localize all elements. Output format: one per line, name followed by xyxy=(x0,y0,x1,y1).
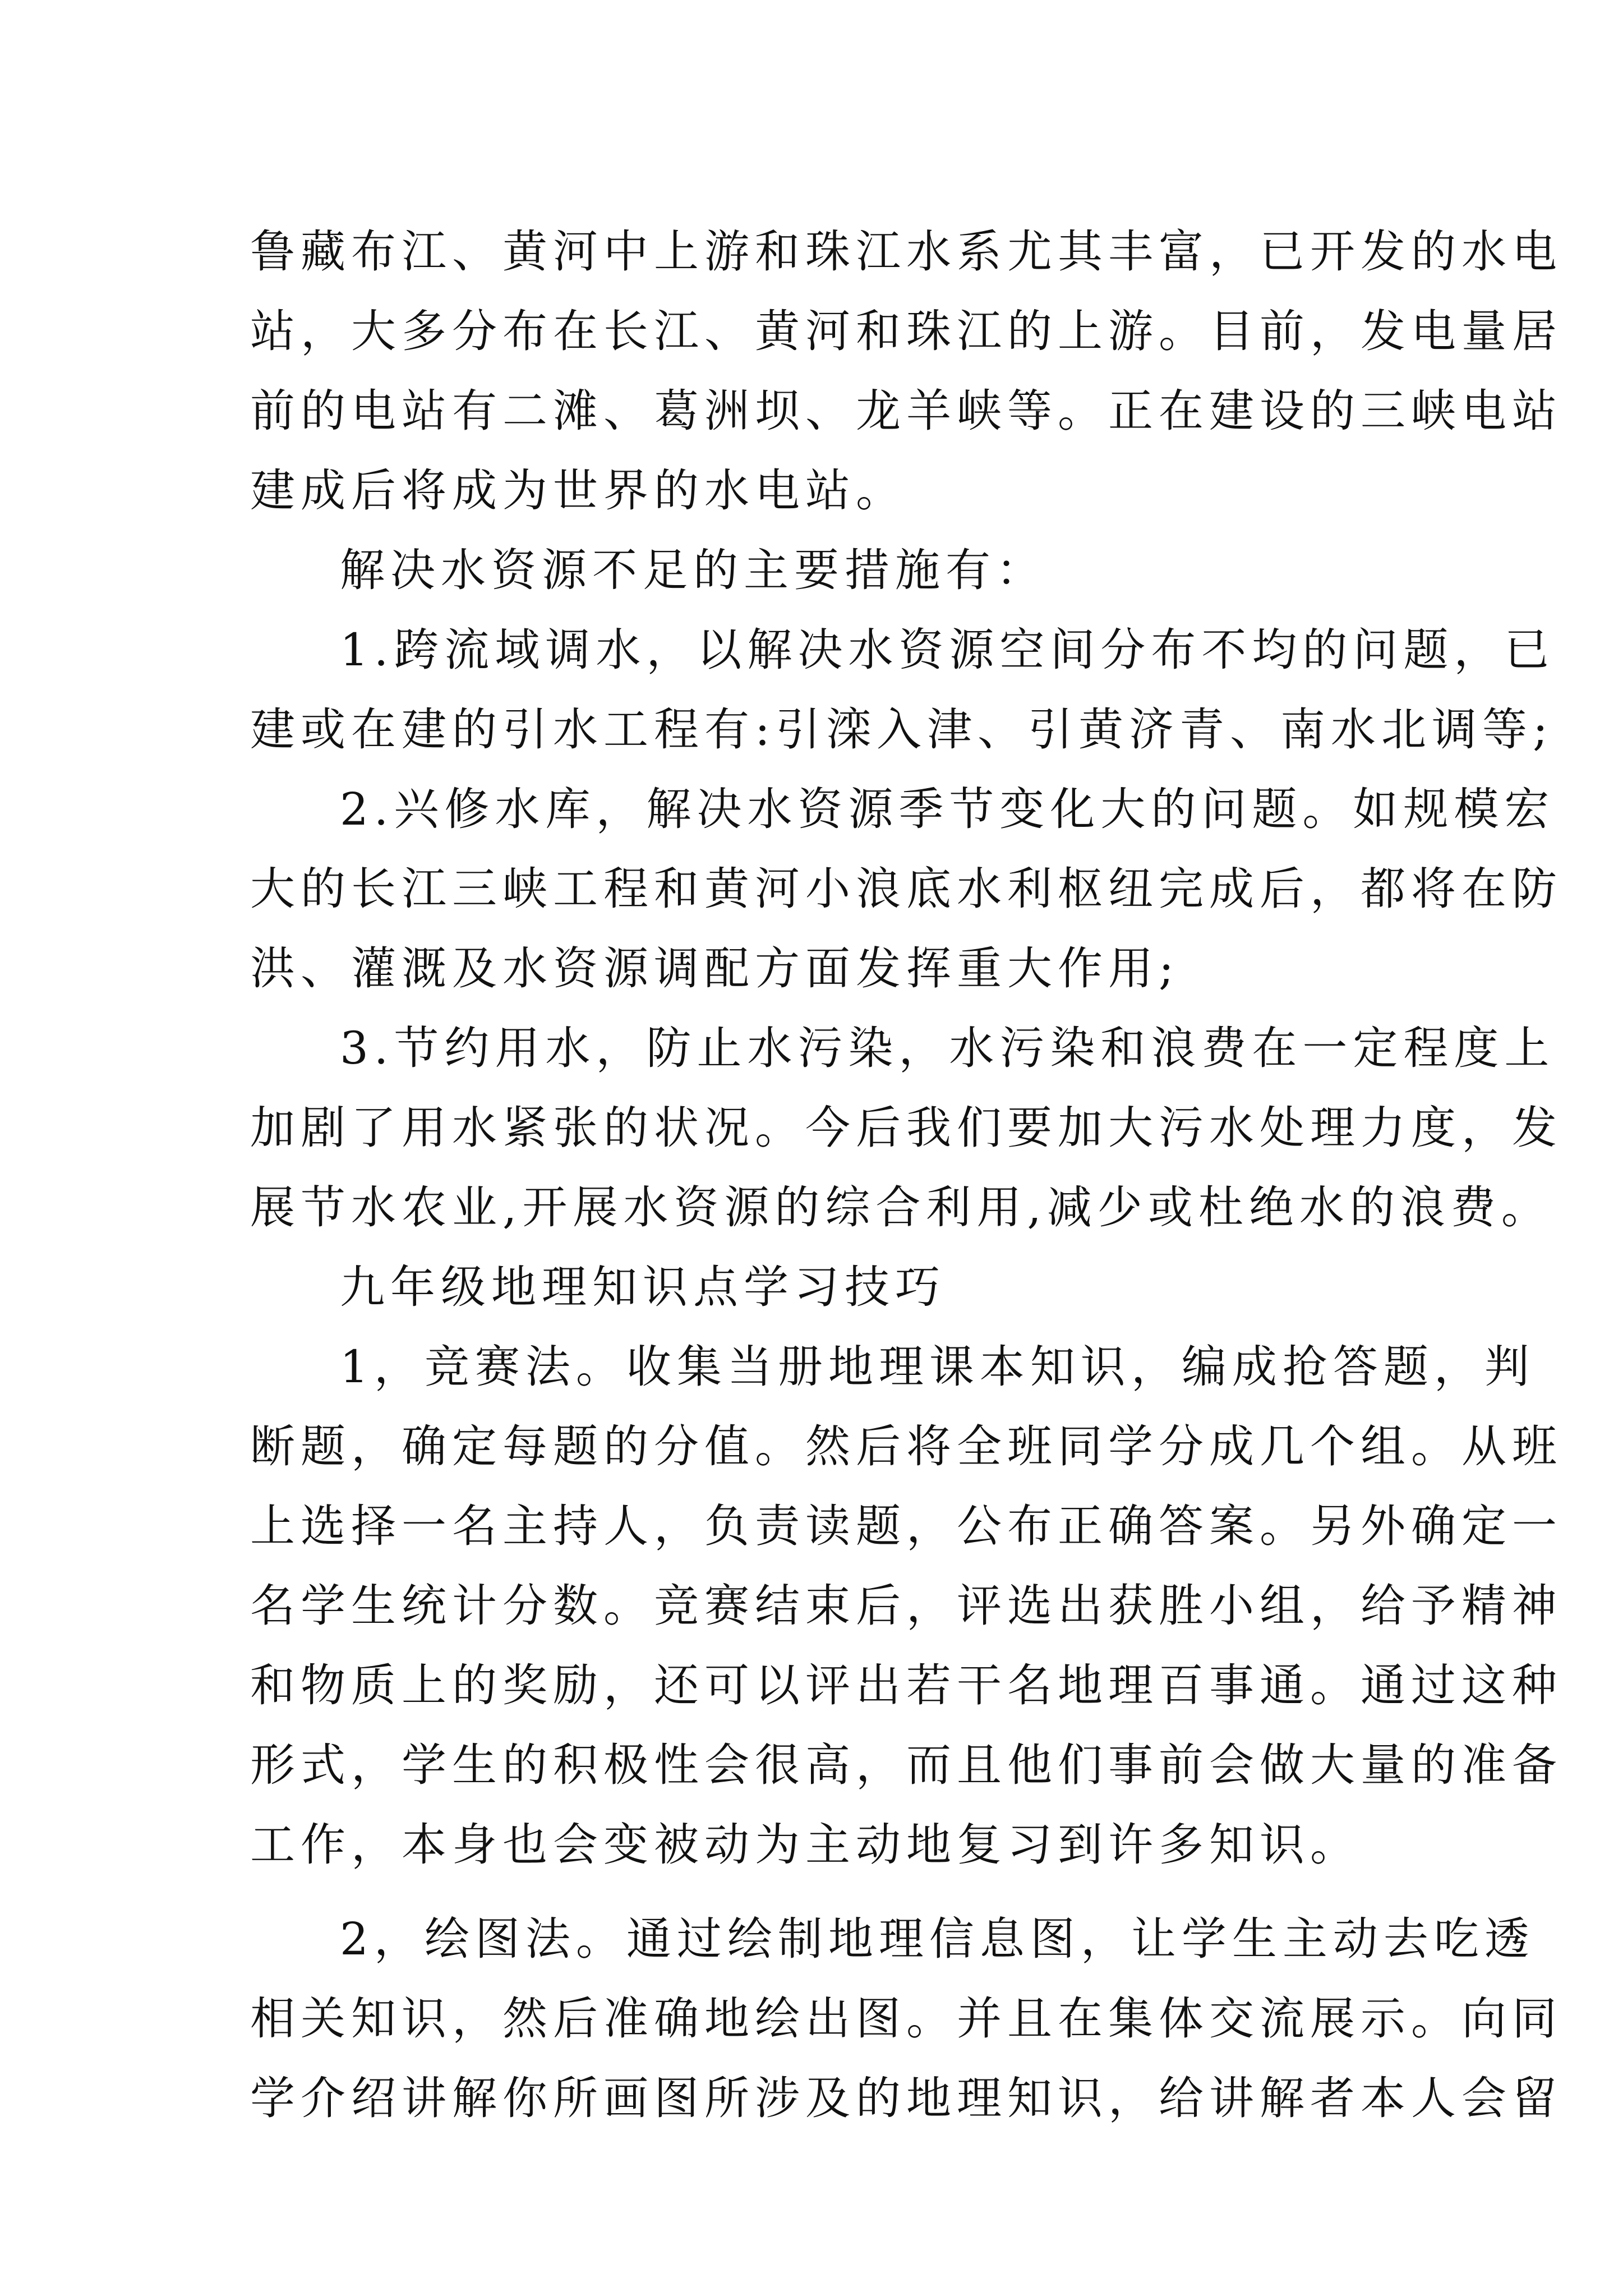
text-line: 学介绍讲解你所画图所涉及的地理知识，给讲解者本人会留 xyxy=(250,2072,1562,2124)
paragraph-measure-2 xyxy=(250,770,1562,1009)
paragraph-hydropower xyxy=(250,212,1562,531)
text-line: 站，大多分布在长江、黄河和珠江的上游。目前，发电量居 xyxy=(250,305,1562,357)
text-line: 大的长江三峡工程和黄河小浪底水利枢纽完成后，都将在防 xyxy=(250,863,1562,915)
paragraph-method-competition xyxy=(250,1327,1562,1885)
text-line: 洪、灌溉及水资源调配方面发挥重大作用; xyxy=(250,942,1179,995)
text-line: 相关知识，然后准确地绘出图。并且在集体交流展示。向同 xyxy=(250,1993,1562,2045)
text-line: 名学生统计分数。竞赛结束后，评选出获胜小组，给予精神 xyxy=(250,1580,1562,1632)
text-line: 1，竞赛法。收集当册地理课本知识，编成抢答题，判 xyxy=(340,1341,1535,1393)
text-line: 1.跨流域调水，以解决水资源空间分布不均的问题，已 xyxy=(340,624,1555,676)
paragraph-method-drawing xyxy=(250,1899,1562,2138)
text-line: 加剧了用水紧张的状况。今后我们要加大污水处理力度，发 xyxy=(250,1102,1562,1154)
text-line: 断题，确定每题的分值。然后将全班同学分成几个组。从班 xyxy=(250,1420,1562,1473)
text-line: 2.兴修水库，解决水资源季节变化大的问题。如规模宏 xyxy=(340,783,1555,835)
text-line: 建成后将成为世界的水电站。 xyxy=(250,464,906,517)
paragraph-gap xyxy=(250,1885,1400,1899)
paragraph-measure-1 xyxy=(250,610,1555,770)
document-body xyxy=(250,212,1562,2138)
text-line: 展节水农业,开展水资源的综合利用,减少或杜绝水的浪费。 xyxy=(250,1181,1552,1234)
text-line: 鲁藏布江、黄河中上游和珠江水系尤其丰富，已开发的水电 xyxy=(250,226,1562,278)
text-line: 和物质上的奖励，还可以评出若干名地理百事通。通过这种 xyxy=(250,1659,1562,1711)
paragraph-measures-intro xyxy=(250,531,1400,610)
paragraph-measure-3 xyxy=(250,1009,1562,1248)
text-line: 九年级地理知识点学习技巧 xyxy=(340,1261,946,1313)
section-heading xyxy=(250,1248,1400,1327)
text-line: 2，绘图法。通过绘制地理信息图，让学生主动去吃透 xyxy=(340,1913,1535,1965)
text-line: 3.节约用水，防止水污染，水污染和浪费在一定程度上 xyxy=(340,1022,1555,1074)
text-line: 形式，学生的积极性会很高，而且他们事前会做大量的准备 xyxy=(250,1739,1562,1791)
text-line: 解决水资源不足的主要措施有： xyxy=(340,544,1046,596)
text-line: 建或在建的引水工程有:引滦入津、引黄济青、南水北调等; xyxy=(250,703,1553,756)
text-line: 上选择一名主持人，负责读题，公布正确答案。另外确定一 xyxy=(250,1500,1562,1552)
text-line: 前的电站有二滩、葛洲坝、龙羊峡等。正在建设的三峡电站 xyxy=(250,385,1562,437)
text-line: 工作，本身也会变被动为主动地复习到许多知识。 xyxy=(250,1819,1361,1871)
